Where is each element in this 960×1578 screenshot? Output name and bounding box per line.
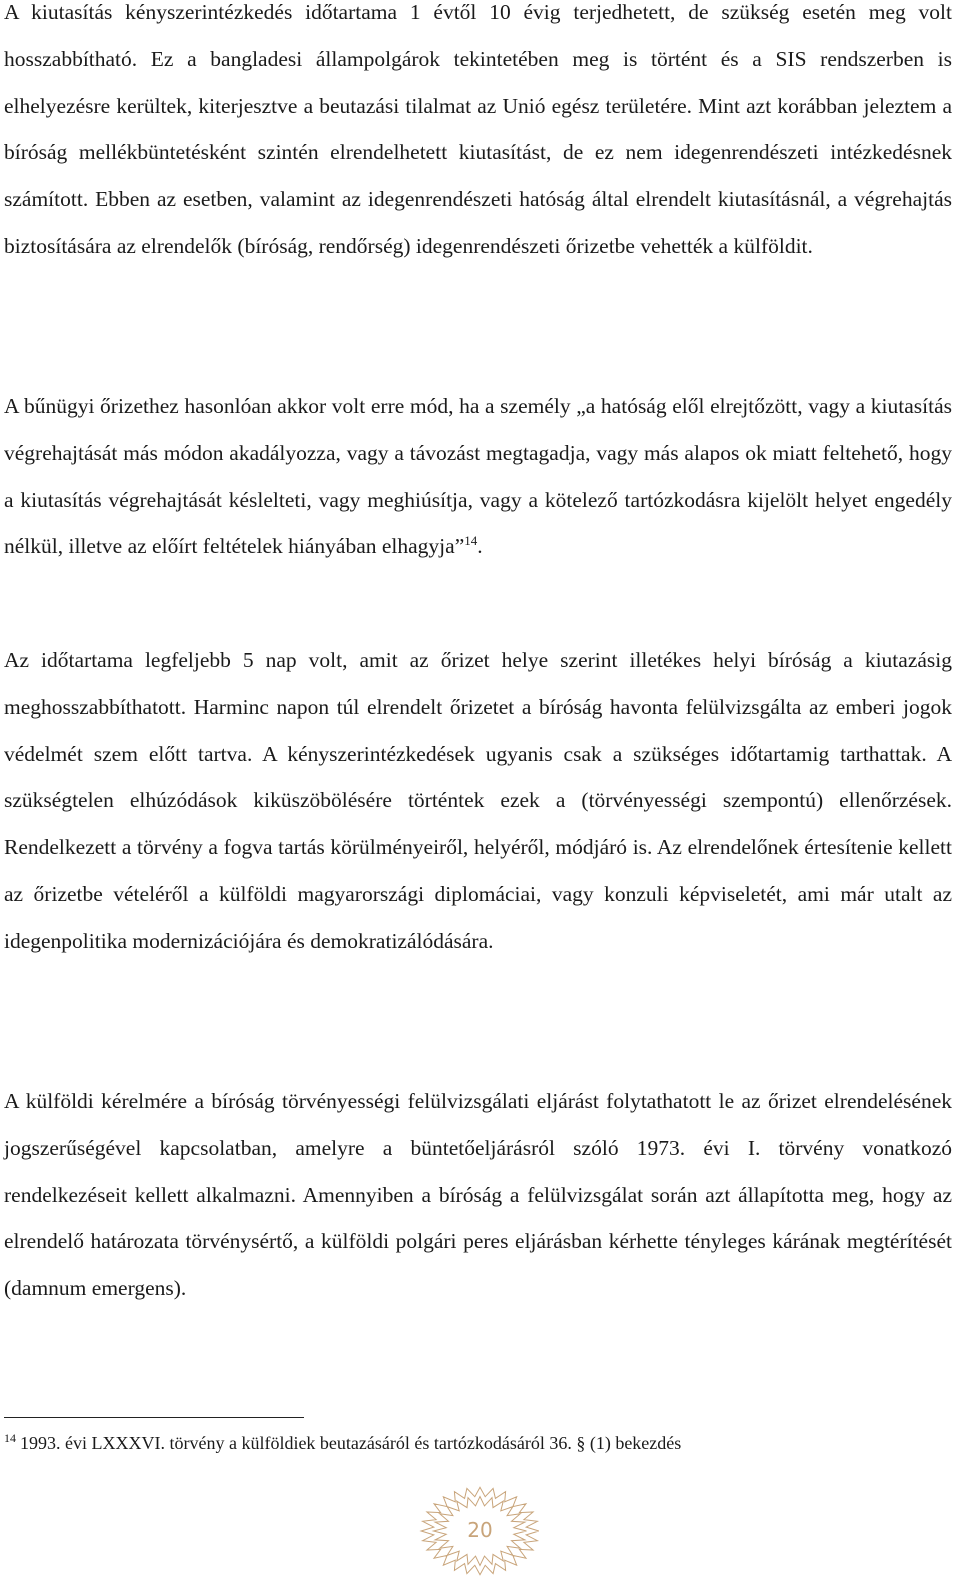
paragraph-1: A kiutasítás kényszerintézkedés időtartama 1 évtől 10 évig terjedhetett, de szükség esetén meg volt hosszabbítható. Ez a bangladesi állampolgárok tekintetében meg is történt és a SIS rendszerben is elhelyezésre kerültek, kiterjesztve a beutazási tilalmat az Unió egész területére. Mint azt korábban jeleztem a bíróság mellékbüntetésként szintén elrendelhetett kiutasítást, de ez nem idegenrendészeti intézkedésnek számított. Ebben az esetben, valamint az idegenrendészeti hatóság által elrendelt kiutasításnál, a végrehajtás biztosítására az elrendelők (bíróság, rendőrség) idegenrendészeti őrizetbe vehették a külföldit.	[4, 0, 952, 258]
footnote-reference[interactable]: 14	[464, 533, 478, 549]
footnote	[4, 1431, 954, 1455]
footnote-text: 1993. évi LXXXVI. törvény a külföldiek beutazásáról és tartózkodásáról 36. § (1) bekezdés	[20, 1433, 682, 1453]
paragraph-4: A külföldi kérelmére a bíróság törvényességi felülvizsgálati eljárást folytathatott le az őrizet elrendelésének jogszerűségével kapcsolatban, amelyre a büntetőeljárásról szóló 1973. évi I. törvény vonatkozó rendelkezéseit kellett alkalmazni. Amennyiben a bíróság a felülvizsgálat során azt állapította meg, hogy az elrendelő határozata törvénysértő, a külföldi polgári peres eljárásban kérhette tényleges kárának megtérítését (damnum emergens).	[4, 1089, 952, 1301]
paragraph-3: Az időtartama legfeljebb 5 nap volt, amit az őrizet helye szerint illetékes helyi bíróság a kiutazásig meghosszabbíthatott. Harminc napon túl elrendelt őrizetet a bíróság havonta felülvizsgálta az emberi jogok védelmét szem előtt tartva. A kényszerintézkedések ugyanis csak a szükséges időtartamig tarthattak. A szükségtelen elhúzódások kiküszöbölésére történtek ezek a (törvényességi szempontú) ellenőrzések. Rendelkezett a törvény a fogva tartás körülményeiről, helyéről, módjáró is. Az elrendelőnek értesítenie kellett az őrizetbe vételéről a külföldi magyarországi diplomáciai, vagy konzuli képviseletét, ami már utalt az idegenpolitika modernizációjára és demokratizálódására.	[4, 648, 952, 953]
paragraph-2	[4, 383, 952, 570]
footnote-separator	[4, 1417, 304, 1418]
page-number-badge	[419, 1486, 541, 1578]
paragraph-2-text: A bűnügyi őrizethez hasonlóan akkor volt erre mód, ha a személy „a hatóság elől elrejtőzött, vagy a kiutasítás végrehajtását más módon akadályozza, vagy a távozást megtagadja, vagy más alapos ok miatt feltehető, hogy a kiutasítás végrehajtását késlelteti, vagy meghiúsítja, vagy a kötelező tartózkodásra kijelölt helyet engedély nélkül, illetve az előírt feltételek hiányában elhagyja”	[4, 394, 952, 559]
paragraph-2-end: .	[477, 534, 483, 559]
footnote-number: 14	[4, 1431, 16, 1445]
page-number: 20	[467, 1518, 493, 1542]
